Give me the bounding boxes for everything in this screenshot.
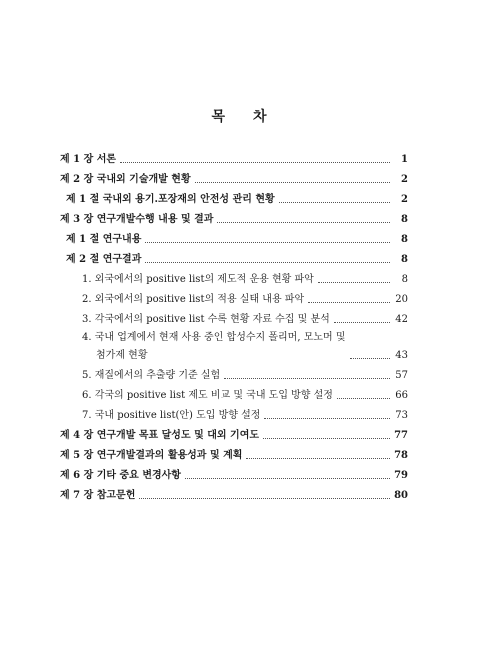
toc-entry-label: 제 5 장 연구개발결과의 활용성과 및 계획 <box>60 450 243 461</box>
toc-entry[interactable] <box>60 306 408 326</box>
leader-dots <box>145 242 390 243</box>
toc-entry-page: 8 <box>401 234 408 245</box>
toc-entry[interactable] <box>60 326 408 362</box>
toc-entry[interactable] <box>60 482 408 502</box>
leader-dots <box>334 322 390 323</box>
toc-entry-page: 20 <box>395 294 408 305</box>
toc-entry[interactable] <box>60 286 408 306</box>
toc-entry-page: 43 <box>395 350 408 361</box>
toc-entry[interactable] <box>60 206 408 226</box>
toc-entry[interactable] <box>60 422 408 442</box>
toc-entry-page: 77 <box>394 430 408 441</box>
toc-entry-label: 제 3 장 연구개발수행 내용 및 결과 <box>60 214 214 225</box>
leader-dots <box>246 458 390 459</box>
toc-entry-label: 5. 재질에서의 추출량 기준 실험 <box>82 370 221 381</box>
toc-entry-label-multiline <box>82 332 346 362</box>
leader-dots <box>308 302 390 303</box>
toc-entry-label: 제 6 장 기타 중요 변경사항 <box>60 470 181 481</box>
toc-entry-page: 8 <box>401 274 408 285</box>
toc-entry-page: 1 <box>401 154 408 165</box>
toc-entry-page: 66 <box>395 390 408 401</box>
leader-dots <box>139 498 390 499</box>
toc-entry[interactable] <box>60 462 408 482</box>
toc-entry-label: 7. 국내 positive list(안) 도입 방향 설정 <box>82 410 261 421</box>
toc-entry-label: 3. 각국에서의 positive list 수록 현황 자료 수집 및 분석 <box>82 314 330 325</box>
toc-entry[interactable] <box>60 402 408 422</box>
toc-entry-page: 78 <box>394 450 408 461</box>
toc-entry[interactable] <box>60 246 408 266</box>
leader-dots <box>217 222 390 223</box>
toc-entry-page: 80 <box>394 490 408 501</box>
toc-entry-label: 제 2 절 연구결과 <box>66 254 142 265</box>
title-char-2: 차 <box>253 109 269 125</box>
toc-entry[interactable] <box>60 382 408 402</box>
leader-dots <box>145 262 390 263</box>
toc-entry-page: 73 <box>395 410 408 421</box>
toc-entry[interactable] <box>60 362 408 382</box>
toc-entry-label: 제 7 장 참고문헌 <box>60 490 136 501</box>
page-title <box>0 106 480 126</box>
toc-entry-label: 2. 외국에서의 positive list의 적용 실태 내용 파악 <box>82 294 305 305</box>
toc-entry-label-line-2: 첨가제 현황 <box>96 350 148 361</box>
toc-entry-label: 제 4 장 연구개발 목표 달성도 및 대외 기여도 <box>60 430 260 441</box>
toc-entry-page: 42 <box>395 314 408 325</box>
toc-entry-page: 8 <box>401 254 408 265</box>
toc-entry[interactable] <box>60 266 408 286</box>
leader-dots <box>120 162 390 163</box>
toc-entry-label-line-1: 4. 국내 업계에서 현재 사용 중인 합성수지 폴리머, 모노머 및 <box>82 332 346 343</box>
leader-dots <box>279 202 390 203</box>
toc-entry-page: 57 <box>395 370 408 381</box>
title-char-1: 목 <box>211 109 227 125</box>
leader-dots <box>224 378 390 379</box>
toc-entry-page: 8 <box>401 214 408 225</box>
toc-entry[interactable] <box>60 146 408 166</box>
toc-entry-label: 제 1 절 연구내용 <box>66 234 142 245</box>
leader-dots <box>337 398 390 399</box>
leader-dots <box>185 478 390 479</box>
leader-dots <box>195 182 390 183</box>
toc-entry-page: 2 <box>401 194 408 205</box>
leader-dots <box>263 438 390 439</box>
toc-entry[interactable] <box>60 442 408 462</box>
toc-entry[interactable] <box>60 166 408 186</box>
toc-entry-page: 2 <box>401 174 408 185</box>
leader-dots <box>350 358 390 359</box>
toc-entry-label: 1. 외국에서의 positive list의 제도적 운용 현황 파악 <box>82 274 314 285</box>
toc-entry-label: 6. 각국의 positive list 제도 비교 및 국내 도입 방향 설정 <box>82 390 333 401</box>
toc-entry[interactable] <box>60 226 408 246</box>
table-of-contents <box>60 146 408 502</box>
leader-dots <box>318 282 390 283</box>
toc-entry[interactable] <box>60 186 408 206</box>
leader-dots <box>264 418 390 419</box>
toc-entry-label: 제 1 장 서론 <box>60 154 117 165</box>
toc-entry-label: 제 2 장 국내외 기술개발 현황 <box>60 174 191 185</box>
toc-entry-page: 79 <box>394 470 408 481</box>
toc-entry-label: 제 1 절 국내외 용기.포장재의 안전성 관리 현황 <box>66 194 275 205</box>
